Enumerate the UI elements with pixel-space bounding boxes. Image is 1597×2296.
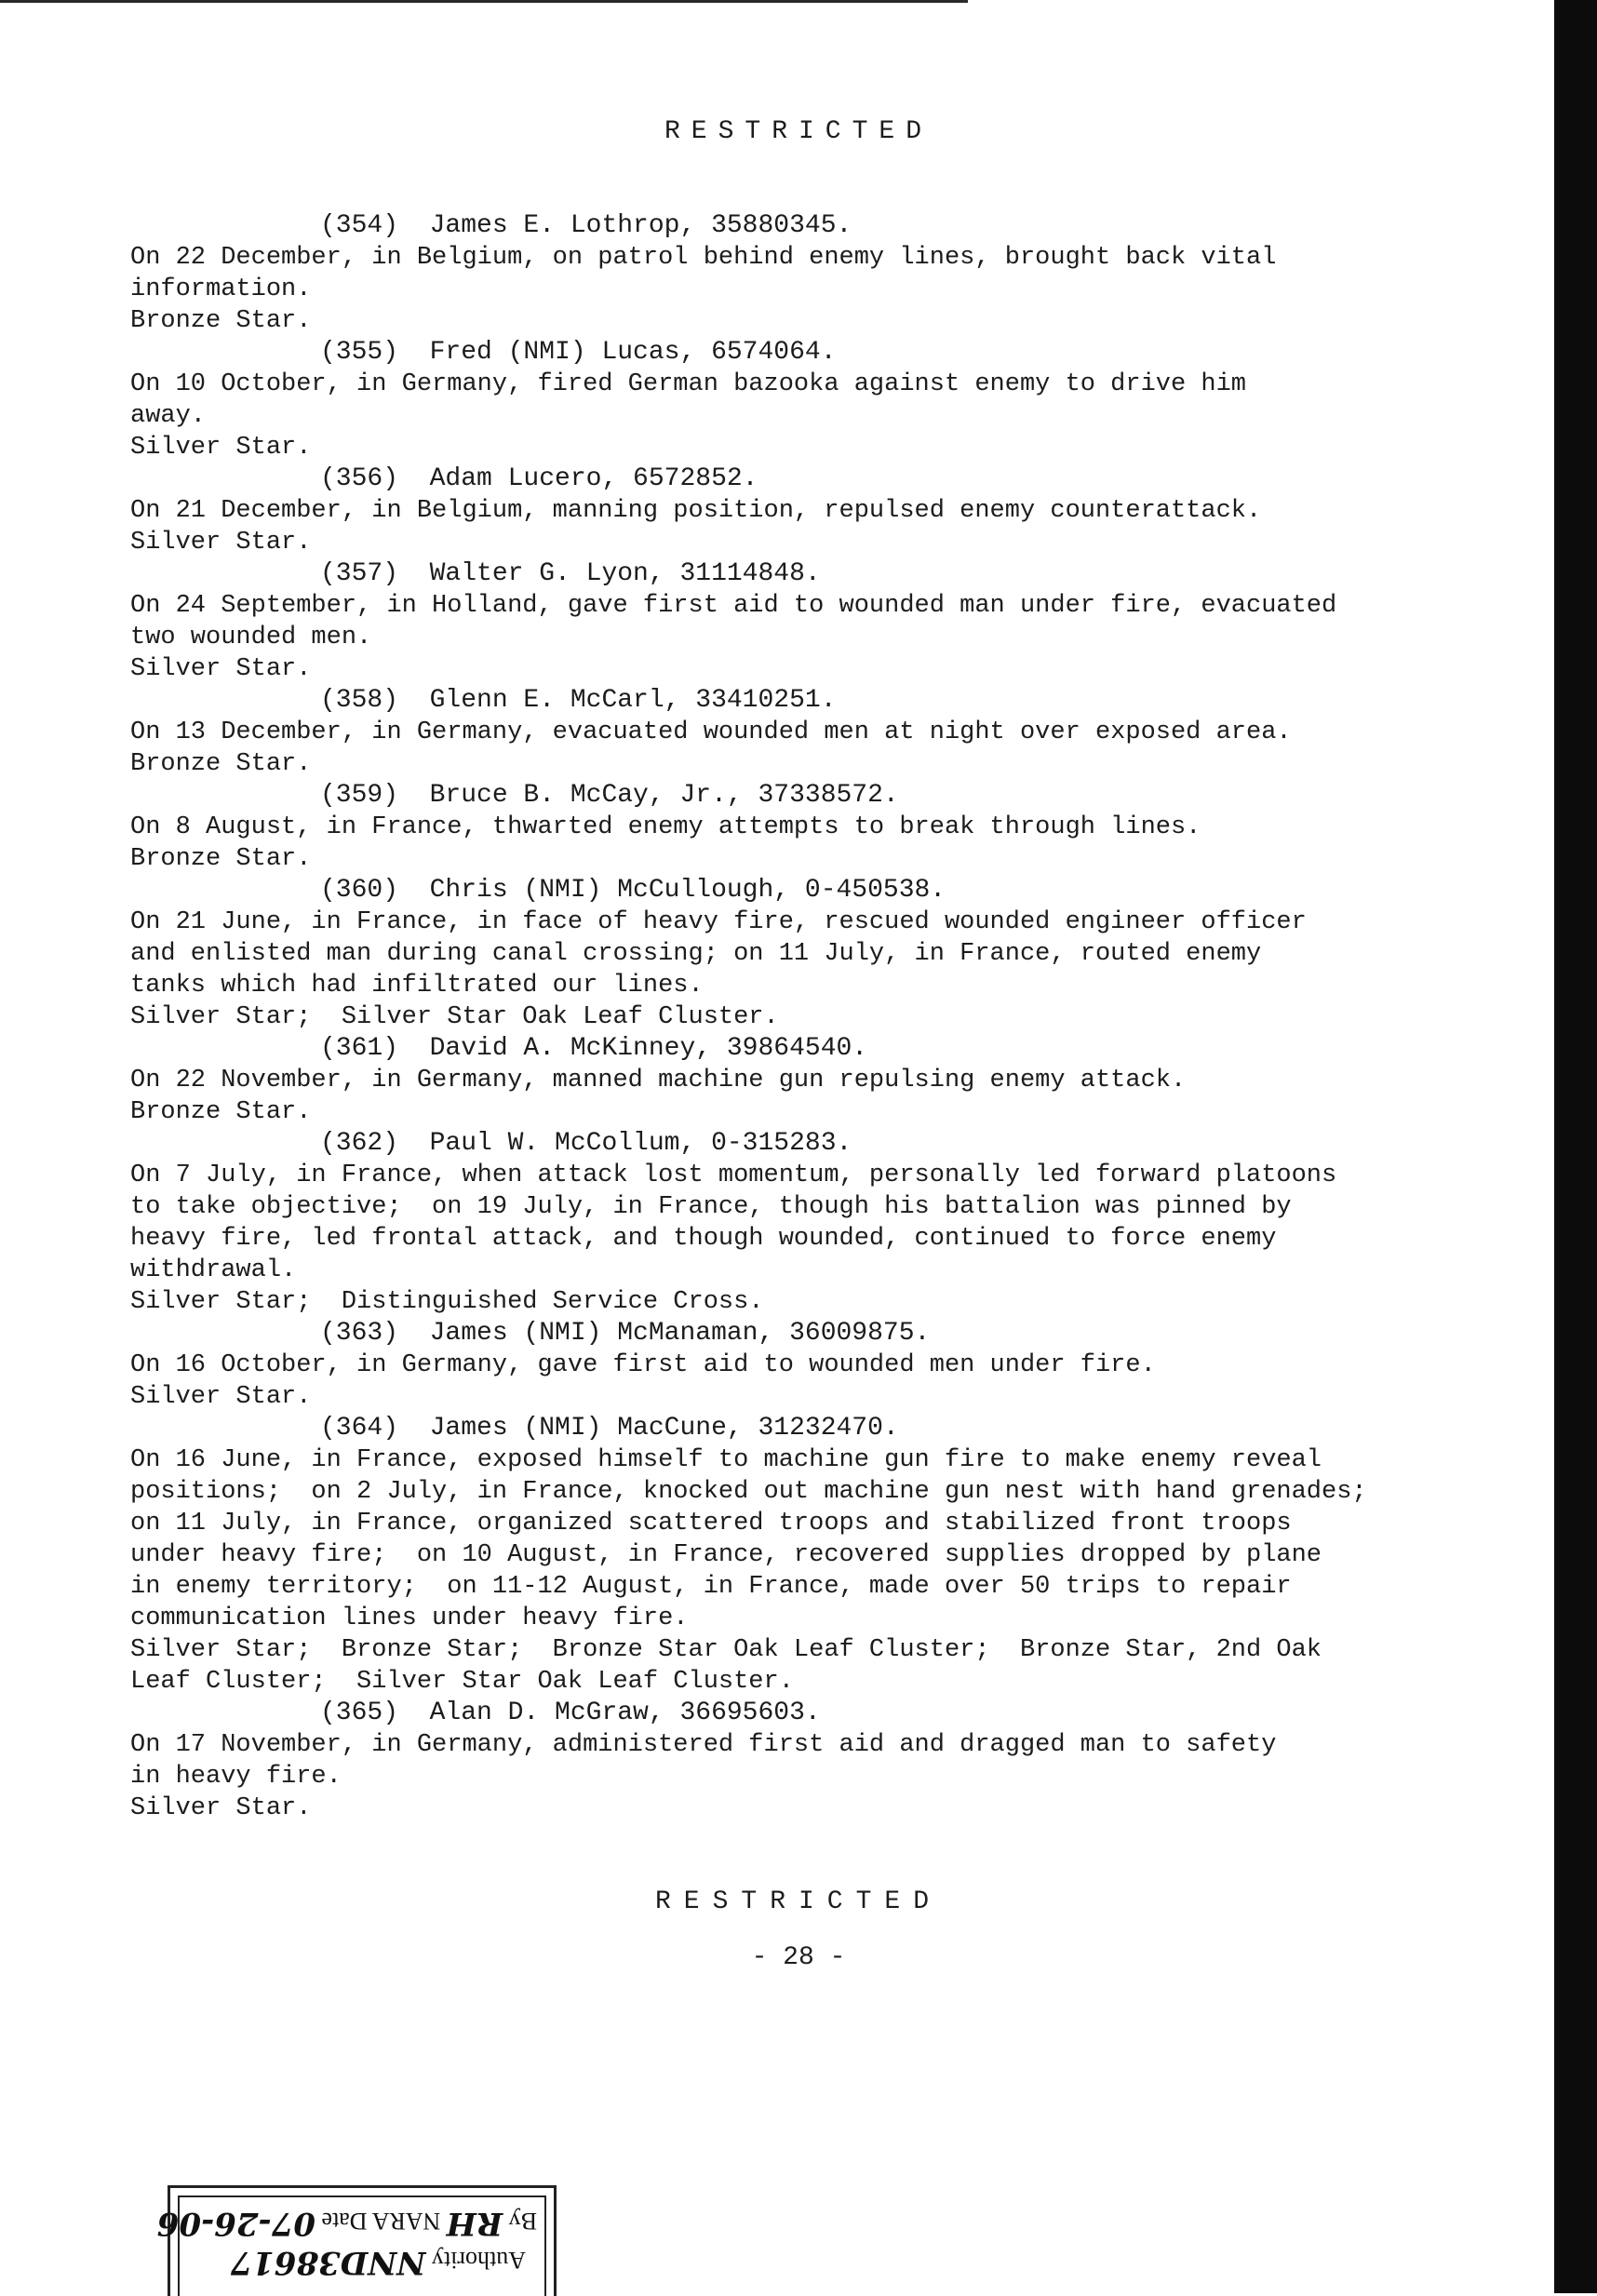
- entry-line: away.: [130, 402, 207, 430]
- page-number: - 28 -: [751, 1943, 846, 1972]
- entry-line: On 13 December, in Germany, evacuated wounded men at night over exposed area.: [130, 718, 1292, 746]
- entry-line: On 22 December, in Belgium, on patrol behind enemy lines, brought back vital: [130, 244, 1277, 272]
- entry-line: communication lines under heavy fire.: [130, 1605, 689, 1632]
- stamp-authority-value: NND38617: [230, 2244, 426, 2281]
- declassification-stamp: [156, 2185, 557, 2296]
- entry-heading: (362) Paul W. McCollum, 0-315283.: [320, 1129, 852, 1158]
- entry-line: Silver Star.: [130, 655, 312, 683]
- entry-line: Bronze Star.: [130, 750, 312, 778]
- entry-line: and enlisted man during canal crossing; on 11 July, in France, routed enemy: [130, 940, 1262, 968]
- entry-heading: (364) James (NMI) MacCune, 31232470.: [320, 1414, 899, 1443]
- entry-line: Silver Star.: [130, 1383, 312, 1411]
- award-entry: [130, 875, 1405, 1033]
- entry-heading: (359) Bruce B. McCay, Jr., 37338572.: [320, 781, 899, 810]
- entry-line: On 16 June, in France, exposed himself to machine gun fire to make enemy reveal: [130, 1446, 1322, 1474]
- stamp-by-value: RH: [446, 2205, 503, 2242]
- top-rule: [0, 0, 968, 3]
- entry-heading: (361) David A. McKinney, 39864540.: [320, 1034, 868, 1063]
- entry-line: in enemy territory; on 11-12 August, in France, made over 50 trips to repair: [130, 1573, 1292, 1601]
- entry-heading: (356) Adam Lucero, 6572852.: [320, 464, 758, 493]
- entry-heading: (360) Chris (NMI) McCullough, 0-450538.: [320, 876, 946, 905]
- entry-heading: (354) James E. Lothrop, 35880345.: [320, 211, 852, 240]
- entry-line: On 16 October, in Germany, gave first aid to wounded men under fire.: [130, 1351, 1156, 1379]
- entry-heading: (363) James (NMI) McManaman, 36009875.: [320, 1319, 931, 1348]
- entry-line: Leaf Cluster; Silver Star Oak Leaf Cluster.: [130, 1668, 794, 1696]
- stamp-authority-label: Authority: [431, 2247, 526, 2274]
- award-entry: [130, 210, 1405, 337]
- entry-line: withdrawal.: [130, 1256, 297, 1284]
- entry-line: in heavy fire.: [130, 1763, 342, 1791]
- entry-line: heavy fire, led frontal attack, and though wounded, continued to force enemy: [130, 1225, 1277, 1253]
- entry-line: On 21 June, in France, in face of heavy fire, rescued wounded engineer officer: [130, 908, 1307, 936]
- entry-line: On 7 July, in France, when attack lost momentum, personally led forward platoons: [130, 1161, 1337, 1189]
- entry-line: information.: [130, 275, 312, 303]
- entry-line: tanks which had infiltrated our lines.: [130, 972, 704, 1000]
- document-body: [130, 210, 1405, 1824]
- entry-heading: (355) Fred (NMI) Lucas, 6574064.: [320, 338, 837, 367]
- entry-line: to take objective; on 19 July, in France, though his battalion was pinned by: [130, 1193, 1292, 1221]
- award-entry: [130, 1698, 1405, 1824]
- entry-line: On 24 September, in Holland, gave first aid to wounded man under fire, evacuated: [130, 592, 1337, 620]
- entry-line: Silver Star.: [130, 434, 312, 462]
- entry-line: On 10 October, in Germany, fired German bazooka against enemy to drive him: [130, 370, 1246, 398]
- entry-line: On 22 November, in Germany, manned machine gun repulsing enemy attack.: [130, 1067, 1187, 1094]
- award-entry: [130, 463, 1405, 558]
- award-entry: [130, 780, 1405, 875]
- award-entry: [130, 558, 1405, 685]
- stamp-nara-label: NARA Date: [321, 2208, 441, 2235]
- restricted-header: RESTRICTED: [664, 117, 933, 146]
- award-entry: [130, 685, 1405, 780]
- stamp-date-line: [157, 2205, 537, 2242]
- entry-line: under heavy fire; on 10 August, in France, recovered supplies dropped by plane: [130, 1541, 1322, 1569]
- stamp-by-label: By: [508, 2208, 537, 2235]
- award-entry: [130, 1033, 1405, 1128]
- entry-line: on 11 July, in France, organized scattered troops and stabilized front troops: [130, 1510, 1292, 1537]
- entry-heading: (365) Alan D. McGraw, 36695603.: [320, 1699, 821, 1727]
- entry-line: Bronze Star.: [130, 307, 312, 335]
- award-entry: [130, 1413, 1405, 1698]
- stamp-date-value: 07-26-06: [156, 2205, 315, 2242]
- entry-heading: (358) Glenn E. McCarl, 33410251.: [320, 686, 837, 715]
- stamp-authority-line: [230, 2244, 526, 2281]
- entry-line: Silver Star.: [130, 1794, 312, 1822]
- award-entry: [130, 337, 1405, 463]
- entry-line: positions; on 2 July, in France, knocked out machine gun nest with hand grenades;: [130, 1478, 1367, 1506]
- entry-line: Bronze Star.: [130, 845, 312, 873]
- award-entry: [130, 1128, 1405, 1318]
- entry-line: two wounded men.: [130, 624, 372, 651]
- entry-line: Silver Star.: [130, 529, 312, 557]
- entry-line: Bronze Star.: [130, 1098, 312, 1126]
- entry-line: Silver Star; Distinguished Service Cross.: [130, 1288, 764, 1316]
- stamp-text-rotated: [156, 2188, 554, 2296]
- entry-line: Silver Star; Bronze Star; Bronze Star Oak Leaf Cluster; Bronze Star, 2nd Oak: [130, 1636, 1322, 1664]
- entry-line: On 8 August, in France, thwarted enemy attempts to break through lines.: [130, 813, 1201, 841]
- entry-line: Silver Star; Silver Star Oak Leaf Cluster.: [130, 1003, 779, 1031]
- entry-line: On 21 December, in Belgium, manning position, repulsed enemy counterattack.: [130, 497, 1262, 525]
- entry-heading: (357) Walter G. Lyon, 31114848.: [320, 559, 821, 588]
- entry-line: On 17 November, in Germany, administered first aid and dragged man to safety: [130, 1731, 1277, 1759]
- award-entry: [130, 1318, 1405, 1413]
- restricted-footer: RESTRICTED: [654, 1887, 943, 1916]
